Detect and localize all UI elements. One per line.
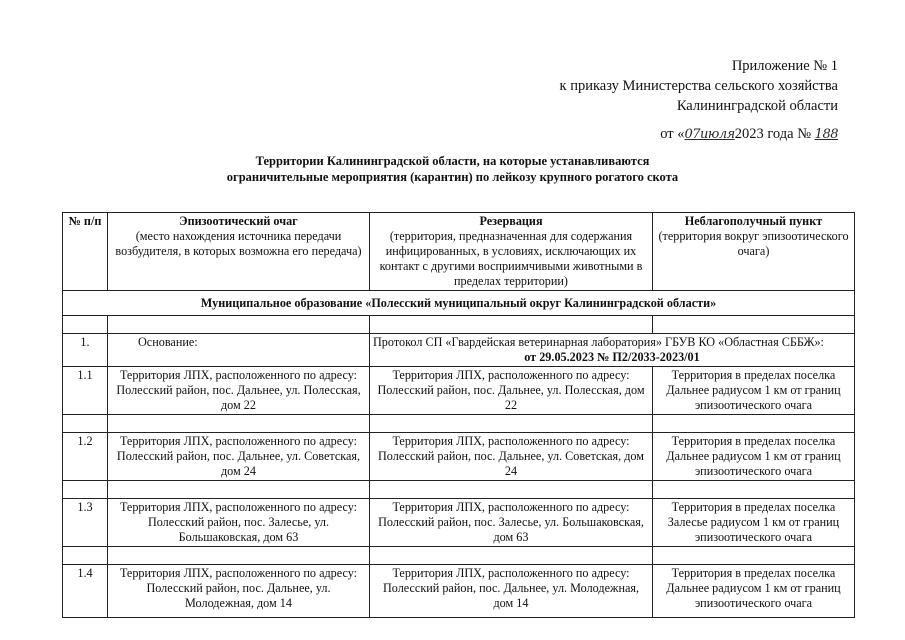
table-cell xyxy=(370,415,653,433)
appendix-title: Приложение № 1 xyxy=(731,58,838,74)
table-cell: Территория ЛПХ, расположенного по адресу: Полесский район, пос. Дальнее, ул. Советская, дом 24 xyxy=(370,433,653,481)
table-header-row xyxy=(63,213,855,291)
table-cell xyxy=(108,481,370,499)
table-cell: Территория ЛПХ, расположенного по адресу: Полесский район, пос. Дальнее, ул. Молодежная, дом 14 xyxy=(108,565,370,618)
municipality-row xyxy=(63,291,855,316)
table-cell xyxy=(108,316,370,334)
table-cell: Территория в пределах поселка Дальнее радиусом 1 км от границ эпизоотического очага xyxy=(653,433,855,481)
basis-text: Протокол СП «Гвардейская ветеринарная лаборатория» ГБУВ КО «Областная СББЖ»: от 29.05.2023 № П2/2033-2023/01 xyxy=(370,334,855,367)
table-row xyxy=(63,433,855,481)
table-cell: Территория ЛПХ, расположенного по адресу: Полесский район, пос. Дальнее, ул. Молодежная, дом 14 xyxy=(370,565,653,618)
table-row xyxy=(63,565,855,618)
order-date-line xyxy=(660,124,838,145)
table-cell xyxy=(653,547,855,565)
table-cell xyxy=(63,316,108,334)
col-header-area: Неблагополучный пункт (территория вокруг эпизоотического очага) xyxy=(653,213,855,291)
table-cell: 1.2 xyxy=(63,433,108,481)
col-header-reservation: Резервация (территория, предназначенная для содержания инфицированных, в условиях, исключающих их контакт с другими восприимчивыми животными в пределах территории) xyxy=(370,213,653,291)
date-middle: 2023 года № xyxy=(734,126,812,142)
col-header-focus: Эпизоотический очаг (место нахождения источника передачи возбудителя, в которых возможна его передача) xyxy=(108,213,370,291)
basis-row xyxy=(63,334,855,367)
spacer-row xyxy=(63,316,855,334)
col-header-num: № п/п xyxy=(63,213,108,291)
basis-label: Основание: xyxy=(108,334,370,367)
quarantine-table xyxy=(62,212,855,618)
table-cell xyxy=(370,316,653,334)
title-line-2: ограничительные мероприятия (карантин) по лейкозу крупного рогатого скота xyxy=(226,170,679,184)
table-cell xyxy=(653,415,855,433)
table-cell xyxy=(108,547,370,565)
table-cell: 1.3 xyxy=(63,499,108,547)
handwritten-number: 188 xyxy=(814,127,838,142)
table-cell: Территория в пределах поселка Дальнее радиусом 1 км от границ эпизоотического очага xyxy=(653,565,855,618)
table-cell: Территория ЛПХ, расположенного по адресу: Полесский район, пос. Залесье, ул. Большаковская, дом 63 xyxy=(370,499,653,547)
table-cell xyxy=(653,316,855,334)
spacer-row xyxy=(63,481,855,499)
basis-num: 1. xyxy=(63,334,108,367)
table-cell: Территория ЛПХ, расположенного по адресу: Полесский район, пос. Дальнее, ул. Советская, дом 24 xyxy=(108,433,370,481)
region-name: Калининградской области xyxy=(676,98,838,114)
table-cell: Территория ЛПХ, расположенного по адресу: Полесский район, пос. Дальнее, ул. Полесская, дом 22 xyxy=(370,367,653,415)
date-prefix: от « xyxy=(660,126,685,142)
table-cell xyxy=(370,547,653,565)
table-cell: Территория в пределах поселка Дальнее радиусом 1 км от границ эпизоотического очага xyxy=(653,367,855,415)
table-cell: Территория ЛПХ, расположенного по адресу: Полесский район, пос. Дальнее, ул. Полесская, дом 22 xyxy=(108,367,370,415)
municipality-name: Муниципальное образование «Полесский муниципальный округ Калининградской области» xyxy=(63,291,855,316)
table-cell: Территория в пределах поселка Залесье радиусом 1 км от границ эпизоотического очага xyxy=(653,499,855,547)
document-title xyxy=(0,153,905,185)
spacer-row xyxy=(63,547,855,565)
table-cell xyxy=(63,481,108,499)
table-row xyxy=(63,367,855,415)
table-cell: Территория ЛПХ, расположенного по адресу: Полесский район, пос. Залесье, ул. Большаковская, дом 63 xyxy=(108,499,370,547)
table-cell xyxy=(63,547,108,565)
table-cell xyxy=(370,481,653,499)
table-cell xyxy=(108,415,370,433)
handwritten-date: 07июля xyxy=(684,127,735,142)
table-row xyxy=(63,499,855,547)
spacer-row xyxy=(63,415,855,433)
table-cell xyxy=(63,415,108,433)
table-cell: 1.4 xyxy=(63,565,108,618)
order-reference: к приказу Министерства сельского хозяйства xyxy=(559,78,838,94)
table-cell xyxy=(653,481,855,499)
table-cell: 1.1 xyxy=(63,367,108,415)
title-line-1: Территории Калининградской области, на которые устанавливаются xyxy=(255,154,650,168)
